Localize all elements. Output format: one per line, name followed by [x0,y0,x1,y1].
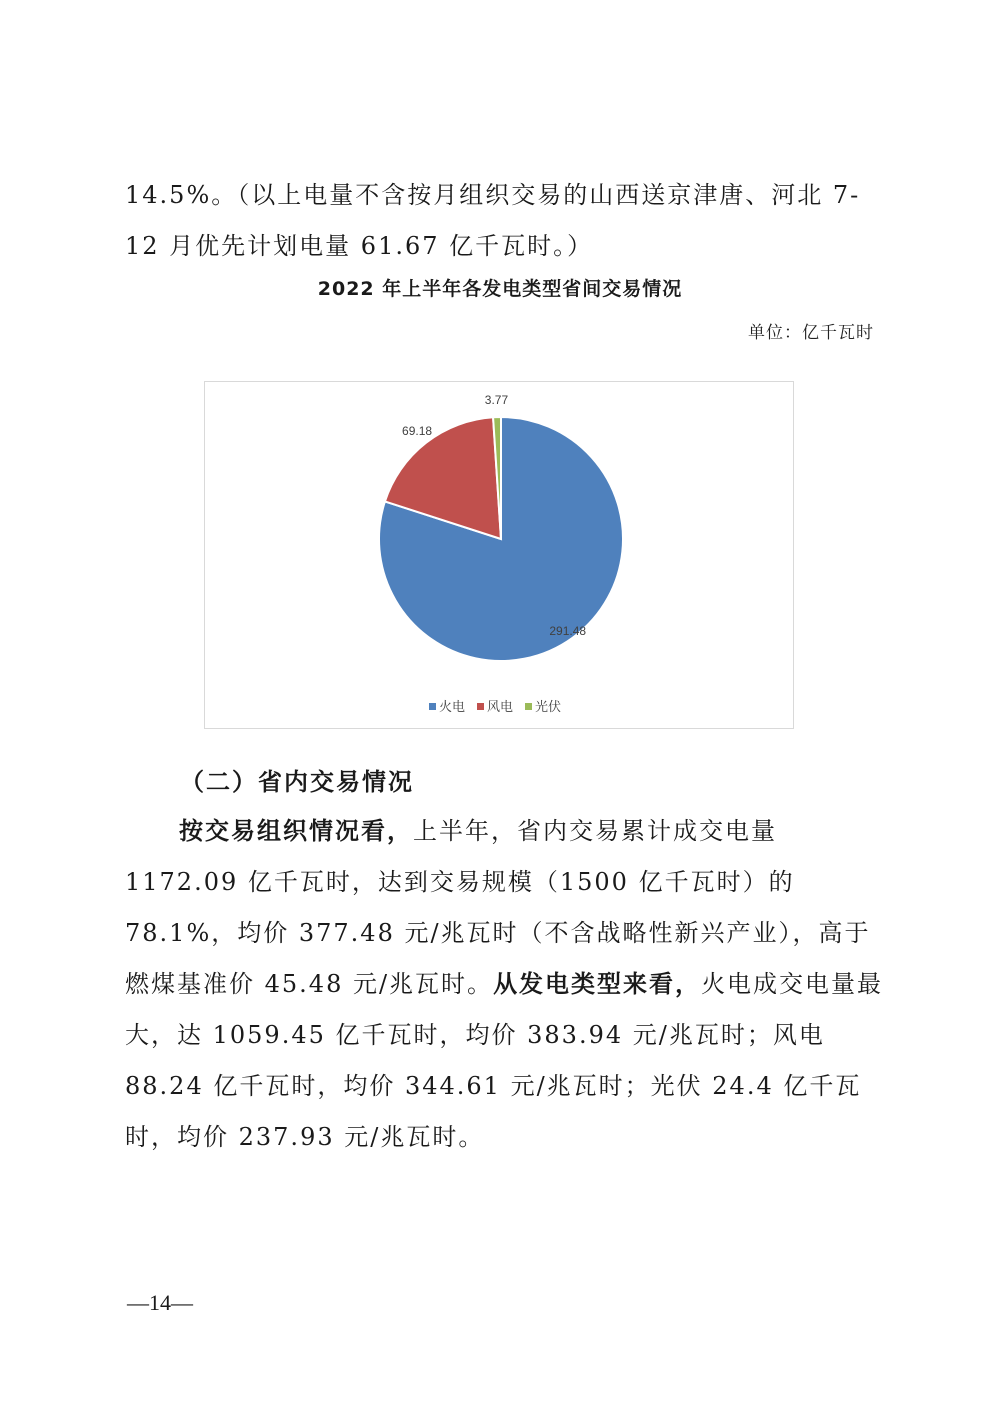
data-label-3: 3.77 [484,392,509,407]
intro-paragraph: 14.5%。（以上电量不含按月组织交易的山西送京津唐、河北 7-12 月优先计划电量 61.67 亿千瓦时。） [125,181,861,260]
page-number: —14— [127,1290,193,1315]
lead-phrase: 按交易组织情况看， [179,817,413,845]
legend-swatch-2 [477,703,484,710]
section-heading: （二）省内交易情况 [180,768,414,796]
pie-chart [204,381,794,729]
legend-label-3: 光伏 [535,700,562,715]
chart-legend [429,699,561,715]
data-label-2: 69.18 [402,424,433,439]
body-text-2: 火电成交电量最大，达 1059.45 亿千瓦时，均价 383.94 元/兆瓦时；风电 88.24 亿千瓦时，均价 344.61 元/兆瓦时；光伏 24.4 亿千瓦时，均价 237.93 元/兆瓦时。 [125,970,884,1151]
pie-slices [379,417,623,661]
legend-swatch-3 [525,703,532,710]
body-paragraph [125,806,885,1163]
pie-chart-svg [205,382,793,728]
lead-phrase-2: 从发电类型来看， [493,970,702,998]
chart-title: 2022 年上半年各发电类型省间交易情况 [317,278,683,300]
unit-label: 单位：亿千瓦时 [748,323,874,343]
body-text-1: 上半年，省内交易累计成交电量 1172.09 亿千瓦时，达到交易规模（1500 亿千瓦时）的 78.1%，均价 377.48 元/兆瓦时（不含战略性新兴产业），高于燃煤基准价 45.48 元/兆瓦时。 [125,817,871,998]
legend-label-2: 风电 [487,700,514,715]
legend-swatch-1 [429,703,436,710]
data-label-1: 291.48 [549,623,587,638]
legend-label-1: 火电 [439,700,466,715]
